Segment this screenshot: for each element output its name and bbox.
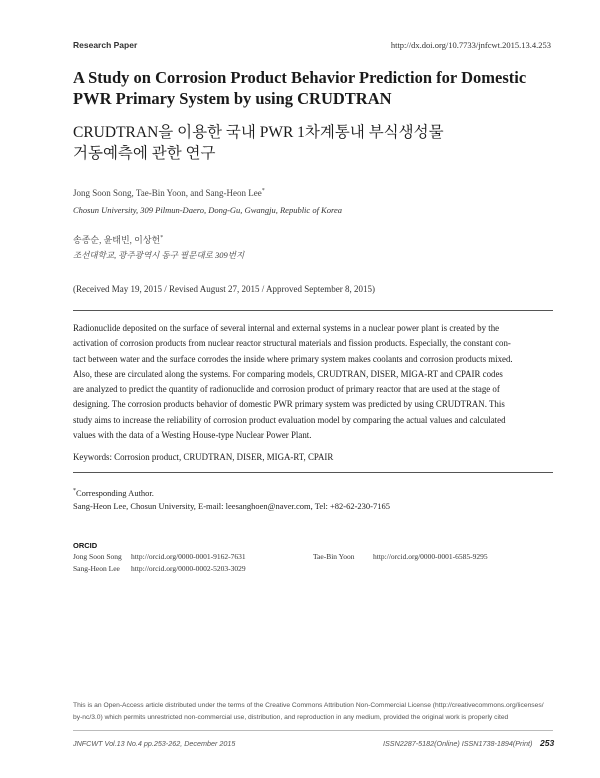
corresponding-author-title [73,488,154,498]
received-dates: (Received May 19, 2015 / Revised August 27, 2015 / Approved September 8, 2015) [73,284,375,294]
footer-issn: ISSN2287-5182(Online) ISSN1738-1894(Print) [383,739,533,748]
title-en-line: A Study on Corrosion Product Behavior Prediction for Domestic [73,68,527,87]
corresponding-mark: * [160,235,164,241]
abstract-line: study aims to increase the reliability of corrosion product evaluation model by comparing the actual values and calculated [73,414,506,425]
orcid-link[interactable]: http://orcid.org/0000-0002-5203-3029 [131,564,246,573]
license-notice [73,700,563,723]
license-line: This is an Open-Access article distributed under the terms of the Creative Commons Attribution Non-Commercial License (http://creativecommons.org/licenses/ [73,702,544,709]
license-line: by-nc/3.0) which permits unrestricted non-commercial use, distribution, and reproduction in any medium, provided the original work is properly cited [73,713,509,721]
keywords: Keywords: Corrosion product, CRUDTRAN, DISER, MIGA-RT, CPAIR [73,452,334,462]
orcid-name: Sang-Heon Lee [73,564,120,573]
orcid-name: Tae-Bin Yoon [313,552,355,561]
abstract-line: values with the data of a Westing House-type Nuclear Power Plant. [73,430,312,441]
abstract-line: tact between water and the surface corrodes the inside where primary system makes coolants and corrosion products mixed. [73,353,513,364]
orcid-label: ORCID [73,541,98,550]
abstract [73,321,553,443]
corresponding-author-details: Sang-Heon Lee, Chosun University, E-mail: leesanghoen@naver.com, Tel: +82-62-230-7165 [73,501,391,511]
abstract-bottom-rule [73,472,553,473]
title-en-line: PWR Primary System by using CRUDTRAN [73,89,392,108]
title-english [73,67,553,109]
abstract-line: Radionuclide deposited on the surface of several internal and external systems in a nuclear power plant is created by the [73,323,500,333]
title-ko-line: 거동예측에 관한 연구 [73,145,216,162]
abstract-line: designing. The corrosion products behavior of domestic PWR primary system was predicted by using CRUDTRAN. This [73,399,505,410]
abstract-top-rule [73,310,553,311]
title-ko-line: CRUDTRAN을 이용한 국내 PWR 1차계통내 부식생성물 [73,124,444,141]
authors-ko-names: 송종순, 윤태빈, 이상헌 [73,235,161,245]
doi-link[interactable]: http://dx.doi.org/10.7733/jnfcwt.2015.13.4.253 [390,40,551,50]
authors-en-names: Jong Soon Song, Tae-Bin Yoon, and Sang-Heon Lee [73,188,262,198]
footer-journal: JNFCWT Vol.13 No.4 pp.253-262, December 2015 [73,739,236,748]
corresponding-title-text: Corresponding Author. [76,488,154,498]
footer-rule [73,730,553,731]
authors-english [73,188,265,198]
abstract-line: activation of corrosion products from nuclear reactor structural materials and fission products. Especially, the constant con- [73,338,511,349]
orcid-name: Jong Soon Song [73,552,122,561]
abstract-line: are analyzed to predict the quantity of radionuclide and corrosion product of primary reactor that are used at the stage of [73,384,500,395]
authors-korean [73,233,163,246]
title-korean [73,122,553,164]
affiliation-korean: 조선대학교, 광주광역시 동구 필문대로 309번지 [73,250,245,260]
orcid-link[interactable]: http://orcid.org/0000-0001-9162-7631 [131,552,246,561]
page-number: 253 [540,738,555,748]
corresponding-mark: * [73,488,76,495]
orcid-link[interactable]: http://orcid.org/0000-0001-6585-9295 [373,552,488,561]
affiliation-english: Chosun University, 309 Pilmun-Daero, Dong-Gu, Gwangju, Republic of Korea [73,205,342,215]
section-label: Research Paper [73,40,138,50]
abstract-line: Also, these are circulated along the systems. For comparing models, CRUDTRAN, DISER, MIGA-RT and CPAIR codes [73,368,503,379]
corresponding-mark: * [261,188,265,194]
